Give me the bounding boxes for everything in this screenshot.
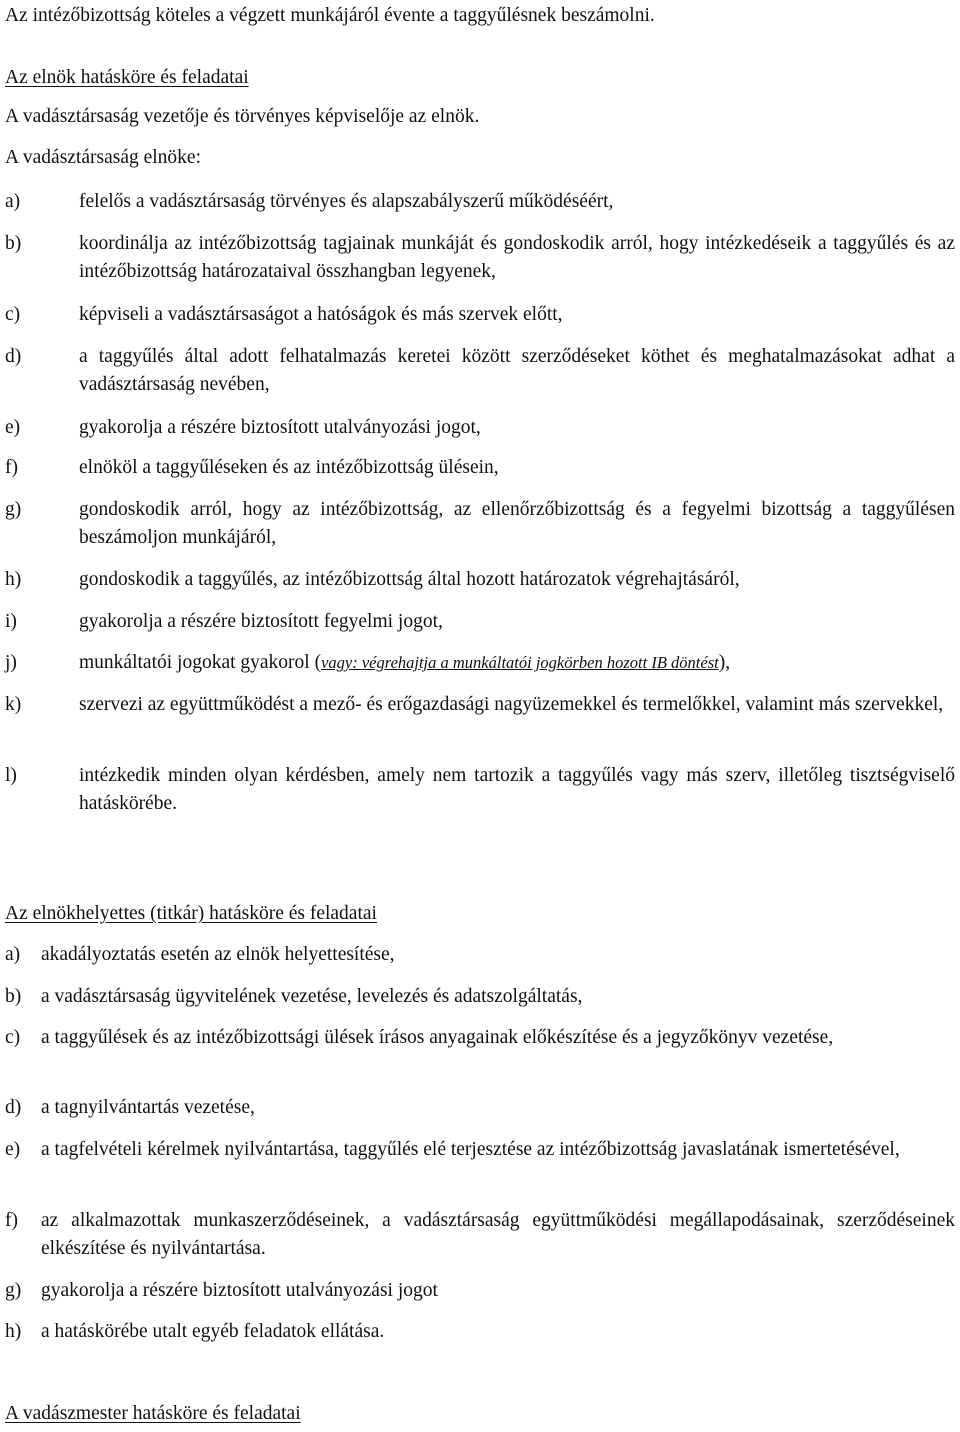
list-item-text: gyakorolja a részére biztosított utalványozási jogot, [79, 417, 481, 438]
list-item [5, 414, 955, 442]
list-item [5, 343, 955, 399]
list-marker: b) [5, 233, 22, 254]
section-heading-gamekeeper: A vadászmester hatásköre és feladatai [5, 1403, 301, 1424]
list-item-text: a hatáskörébe utalt egyéb feladatok ellátása. [41, 1321, 385, 1342]
list-item [5, 1207, 955, 1263]
list-item [5, 983, 955, 1011]
list-item [5, 649, 955, 677]
list-marker: c) [5, 1027, 21, 1048]
list-item [5, 1136, 955, 1164]
list-item [5, 566, 955, 594]
list-marker: f) [5, 1210, 18, 1231]
list-marker: l) [5, 765, 17, 786]
list-marker: k) [5, 694, 22, 715]
list-marker: h) [5, 569, 22, 590]
list-marker: h) [5, 1321, 22, 1342]
list-marker: d) [5, 1097, 22, 1118]
list-item-text: szervezi az együttműködést a mező- és erőgazdasági nagyüzemekkel és termelőkkel, valamint más szervekkel, [79, 694, 944, 715]
list-marker: d) [5, 346, 22, 367]
list-item-text: a vadásztársaság ügyvitelének vezetése, levelezés és adatszolgáltatás, [41, 986, 583, 1007]
list-item-text: akadályoztatás esetén az elnök helyettesítése, [41, 944, 395, 965]
list-item [5, 1277, 955, 1305]
list-item [5, 188, 955, 216]
list-marker: g) [5, 1280, 22, 1301]
list-marker: f) [5, 457, 18, 478]
list-item-text: a taggyűlések és az intézőbizottsági ülések írásos anyagainak előkészítése és a jegyzőkönyv vezetése, [41, 1027, 834, 1048]
list-item-text: a tagfelvételi kérelmek nyilvántartása, taggyűlés elé terjesztése az intézőbizottság javaslatának ismertetésével, [41, 1139, 900, 1160]
president-intro-line-2: A vadásztársaság elnöke: [5, 147, 202, 168]
list-marker: e) [5, 417, 21, 438]
list-item [5, 230, 955, 286]
list-item-text: gondoskodik a taggyűlés, az intézőbizottság által hozott határozatok végrehajtásáról, [79, 569, 740, 590]
section-heading-vice-president: Az elnökhelyettes (titkár) hatásköre és feladatai [5, 903, 377, 924]
list-marker: b) [5, 986, 22, 1007]
list-item [5, 454, 955, 482]
list-marker: g) [5, 499, 22, 520]
intro-text: Az intézőbizottság köteles a végzett munkájáról évente a taggyűlésnek beszámolni. [5, 5, 655, 26]
list-item [5, 762, 955, 818]
list-item-text: gyakorolja a részére biztosított fegyelmi jogot, [79, 611, 443, 632]
list-item [5, 1024, 955, 1052]
list-item [5, 691, 955, 719]
list-marker: a) [5, 191, 21, 212]
list-item-text: az alkalmazottak munkaszerződéseinek, a vadásztársaság együttműködési megállapodásainak, szerződéseinek elkészítése és nyilvántartása. [41, 1210, 955, 1259]
list-item [5, 301, 955, 329]
list-item-text: felelős a vadásztársaság törvényes és alapszabályszerű működéséért, [79, 191, 614, 212]
section-heading-president: Az elnök hatásköre és feladatai [5, 67, 249, 88]
list-item [5, 941, 955, 969]
inline-note: vagy: végrehajtja a munkáltatói jogkörben hozott IB döntést [321, 653, 719, 672]
list-item-text: gondoskodik arról, hogy az intézőbizottság, az ellenőrzőbizottság és a fegyelmi bizottság a taggyűlésen beszámoljon munkájáról, [79, 499, 955, 548]
list-item-text: elnököl a taggyűléseken és az intézőbizottság ülésein, [79, 457, 499, 478]
list-marker: j) [5, 652, 17, 673]
president-intro-line: A vadásztársaság vezetője és törvényes képviselője az elnök. [5, 106, 480, 127]
list-item [5, 608, 955, 636]
list-item-text: intézkedik minden olyan kérdésben, amely nem tartozik a taggyűlés vagy más szerv, illetőleg tisztségviselő hatáskörébe. [79, 765, 955, 814]
note-paren-close: ), [718, 652, 731, 673]
list-marker: i) [5, 611, 17, 632]
list-item-text: a tagnyilvántartás vezetése, [41, 1097, 255, 1118]
list-item-text: koordinálja az intézőbizottság tagjainak munkáját és gondoskodik arról, hogy intézkedéseik a taggyűlés és az intézőbizottság határozataival összhangban legyenek, [79, 233, 955, 282]
list-item-text: gyakorolja a részére biztosított utalványozási jogot [41, 1280, 438, 1301]
list-item-text: munkáltatói jogokat gyakorol (vagy: végrehajtja a munkáltatói jogkörben hozott IB döntést), [79, 652, 731, 673]
list-item-text: a taggyűlés által adott felhatalmazás keretei között szerződéseket köthet és meghatalmazásokat adhat a vadásztársaság nevében, [79, 346, 955, 395]
list-item [5, 1318, 955, 1346]
list-marker: c) [5, 304, 21, 325]
list-marker: a) [5, 944, 21, 965]
list-item [5, 1094, 955, 1122]
list-item [5, 496, 955, 552]
list-marker: e) [5, 1139, 21, 1160]
list-item-text: képviseli a vadásztársaságot a hatóságok és más szervek előtt, [79, 304, 563, 325]
note-paren-open: ( [314, 652, 322, 673]
